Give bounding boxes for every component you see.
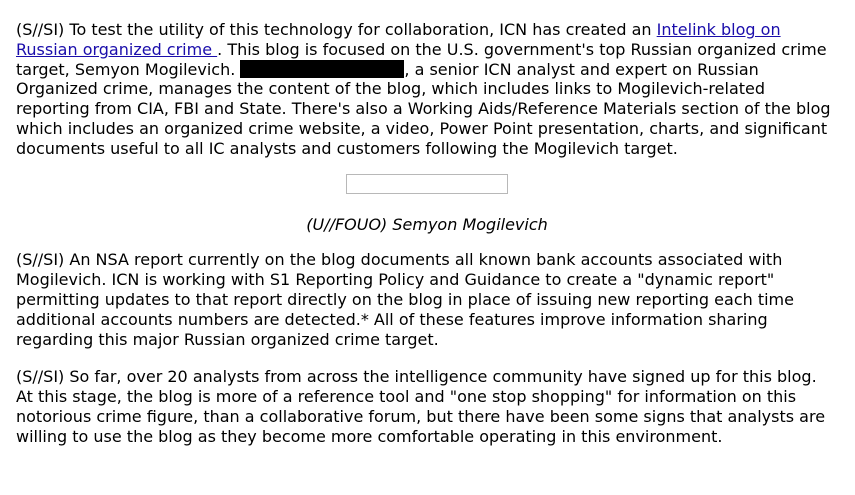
paragraph-analysts-signup: (S//SI) So far, over 20 analysts from across the intelligence community have signed up for this blog. At this stage, the blog is more of a reference tool and "one stop shopping" for information on this notorious crime figure, than a collaborative forum, but there have been some signs that analysts are willing to use the blog as they become more comfortable operating in this environment. — [16, 367, 826, 446]
paragraph-1-prefix: (S//SI) To test the utility of this technology for collaboration, ICN has created an — [16, 20, 657, 39]
figure-caption: (U//FOUO) Semyon Mogilevich — [306, 214, 548, 234]
paragraph-1-suffix: , a senior ICN analyst and expert on Russian Organized crime, manages the content of the blog, which includes links to Mogilevich-related reporting from CIA, FBI and State. There's also a Working Aids/Reference Materials section of the blog which includes an organized crime website, a video, Power Point presentation, charts, and significant documents useful to all IC analysts and customers following the Mogilevich target. — [16, 59, 831, 158]
paragraph-blog-intro — [16, 20, 838, 159]
paragraph-bank-accounts: (S//SI) An NSA report currently on the blog documents all known bank accounts associated with Mogilevich. ICN is working with S1 Reporting Policy and Guidance to create a "dynamic report" permitting updates to that report directly on the blog in place of issuing new reporting each time additional accounts numbers are detected.* All of these features improve information sharing regarding this major Russian organized crime target. — [16, 250, 794, 349]
document-body — [16, 20, 838, 465]
intelink-blog-link[interactable]: Intelink blog on Russian organized crime — [16, 20, 781, 59]
paragraph-1-middle: . This blog is focused on the U.S. government's top Russian organized crime target, Semyon Mogilevich. — [16, 39, 827, 79]
missing-image-frame — [346, 174, 508, 194]
figure — [16, 174, 838, 194]
redaction-block — [240, 60, 404, 78]
